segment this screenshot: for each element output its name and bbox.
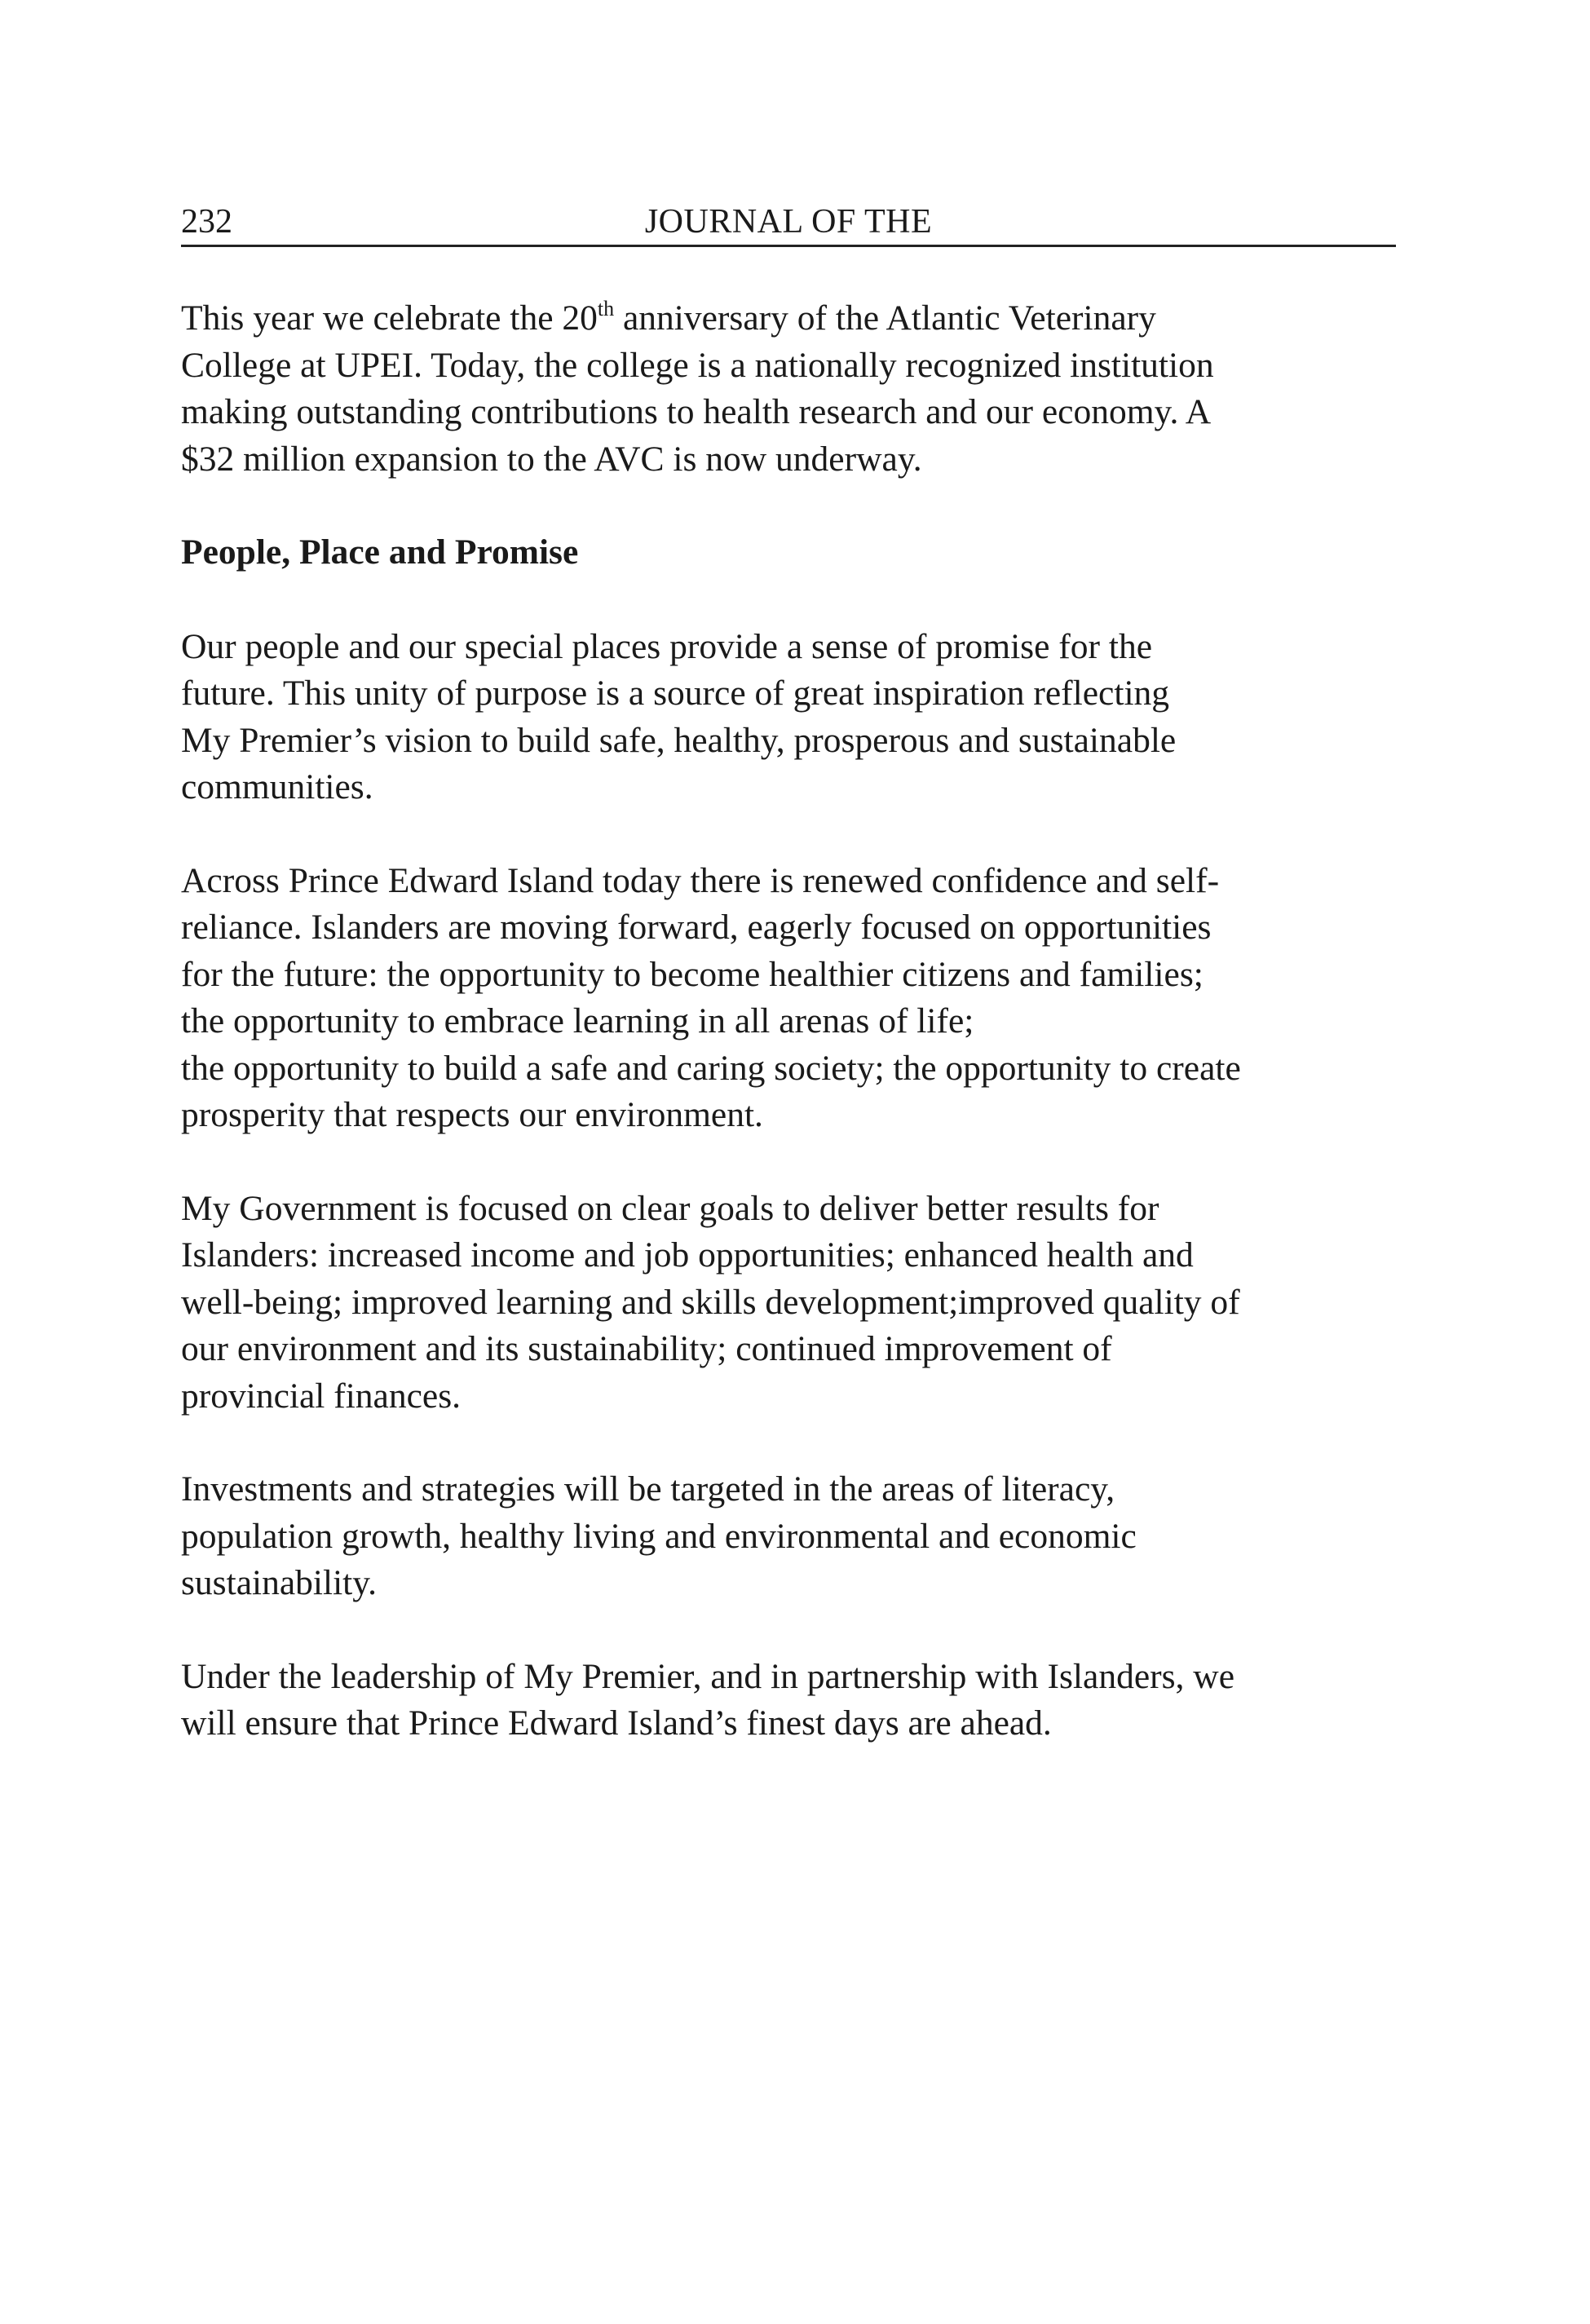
paragraph-line: will ensure that Prince Edward Island’s finest days are ahead. xyxy=(181,1703,1052,1743)
paragraph-line: College at UPEI. Today, the college is a nationally recognized institution xyxy=(181,345,1214,385)
paragraph-avc-anniversary xyxy=(181,295,1404,483)
text-run: This year we celebrate the 20 xyxy=(181,298,598,338)
ordinal-superscript: th xyxy=(597,296,615,320)
paragraph-renewed-confidence xyxy=(181,858,1404,1139)
paragraph-line: reliance. Islanders are moving forward, eagerly focused on opportunities xyxy=(181,908,1212,947)
body-text xyxy=(181,295,1404,1794)
paragraph-line: $32 million expansion to the AVC is now underway. xyxy=(181,439,922,479)
paragraph-line: population growth, healthy living and environmental and economic xyxy=(181,1516,1137,1556)
journal-title: JOURNAL OF THE xyxy=(644,203,933,241)
paragraph-line: our environment and its sustainability; continued improvement of xyxy=(181,1329,1112,1368)
paragraph-line: My Premier’s vision to build safe, healthy, prosperous and sustainable xyxy=(181,720,1177,760)
paragraph-line: making outstanding contributions to health research and our economy. A xyxy=(181,392,1212,431)
paragraph-line: My Government is focused on clear goals to deliver better results for xyxy=(181,1188,1159,1228)
paragraph-line: Our people and our special places provide a sense of promise for the xyxy=(181,626,1153,666)
paragraph-line: the opportunity to build a safe and caring society; the opportunity to create xyxy=(181,1048,1241,1088)
text-run: anniversary of the Atlantic Veterinary xyxy=(614,298,1156,338)
paragraph-line: the opportunity to embrace learning in all arenas of life; xyxy=(181,1001,974,1040)
paragraph-line: well-being; improved learning and skills development;improved quality of xyxy=(181,1282,1240,1322)
running-header xyxy=(181,199,1396,247)
paragraph-line: prosperity that respects our environment. xyxy=(181,1095,763,1134)
paragraph-line: for the future: the opportunity to become healthier citizens and families; xyxy=(181,954,1204,994)
paragraph-line: future. This unity of purpose is a source of great inspiration reflecting xyxy=(181,674,1170,713)
paragraph-investments xyxy=(181,1466,1404,1607)
page-number: 232 xyxy=(181,203,232,241)
section-heading: People, Place and Promise xyxy=(181,532,579,572)
paragraph-government-goals xyxy=(181,1186,1404,1420)
paragraph-people-places xyxy=(181,624,1404,811)
paragraph-line: Across Prince Edward Island today there is renewed confidence and self- xyxy=(181,860,1220,900)
paragraph-line: provincial finances. xyxy=(181,1376,462,1416)
paragraph-leadership xyxy=(181,1654,1404,1747)
paragraph-line: Under the leadership of My Premier, and in partnership with Islanders, we xyxy=(181,1656,1235,1696)
paragraph-line: sustainability. xyxy=(181,1563,378,1602)
paragraph-line: Investments and strategies will be targeted in the areas of literacy, xyxy=(181,1469,1115,1509)
paragraph-line xyxy=(181,295,1404,342)
paragraph-line: Islanders: increased income and job opportunities; enhanced health and xyxy=(181,1235,1194,1275)
paragraph-line: communities. xyxy=(181,767,373,806)
